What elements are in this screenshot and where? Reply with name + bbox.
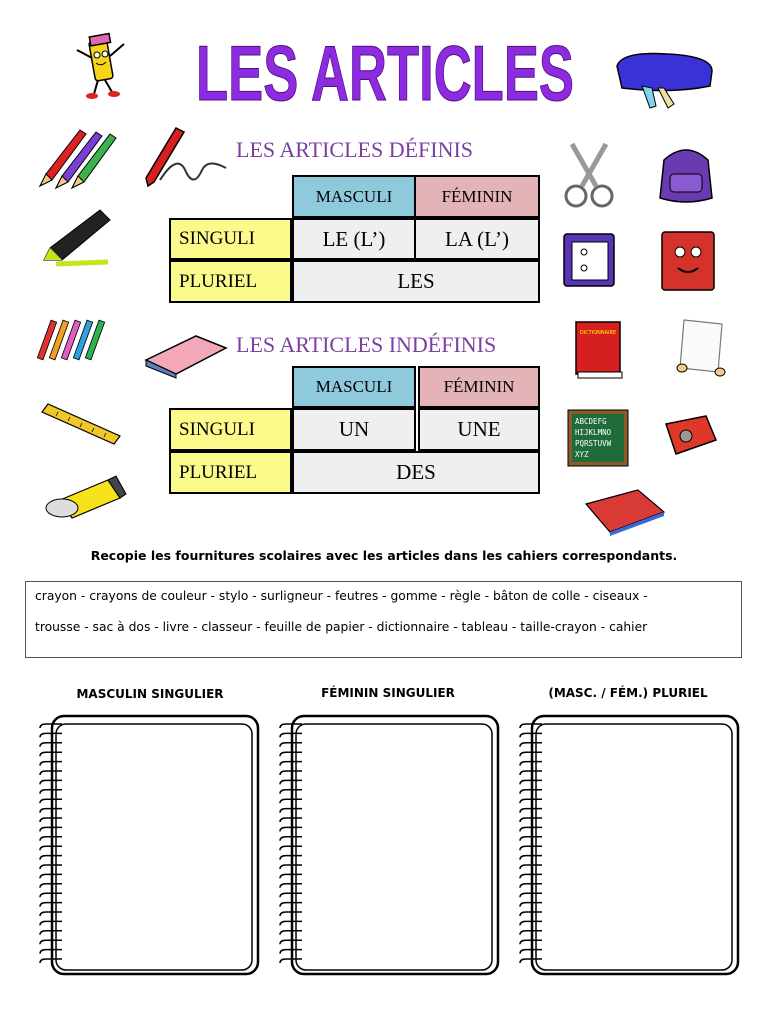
indefinite-row-singular: SINGULI [169, 408, 292, 451]
definite-singular-masculine: LE (L’) [292, 218, 416, 260]
definite-row-singular: SINGULI [169, 218, 292, 260]
exercise-instruction: Recopie les fournitures scolaires avec les articles dans les cahiers correspondants. [90, 548, 678, 563]
definite-plural: LES [292, 260, 540, 303]
definite-articles-heading: LES ARTICLES DÉFINIS [236, 137, 474, 162]
eraser-icon [142, 330, 230, 380]
backpack-icon [650, 140, 722, 206]
word-list-box [25, 581, 742, 658]
definite-singular-feminine: LA (L’) [414, 218, 540, 260]
indefinite-header-masculine: MASCULI [292, 366, 416, 408]
page-title-text: LES ARTICLES [196, 29, 574, 117]
word-list-line-2: trousse - sac à dos - livre - classeur - feuille de papier - dictionnaire - tableau - taille-crayon - cahier [35, 620, 648, 634]
glue-stick-icon [42, 474, 126, 520]
felt-markers-icon [36, 314, 112, 364]
indefinite-header-feminine: FÉMININ [418, 366, 540, 408]
indefinite-singular-feminine: UNE [418, 408, 540, 451]
indefinite-row-plural: PLURIEL [169, 451, 292, 494]
blackboard-line-2: HIJKLMNO [575, 428, 612, 437]
scissors-icon [560, 140, 618, 210]
definite-header-feminine: FÉMININ [414, 175, 540, 218]
page-title [190, 29, 580, 117]
highlighter-icon [36, 204, 116, 270]
paper-sheet-icon [676, 316, 728, 378]
notebook-plural[interactable] [518, 714, 742, 980]
indefinite-singular-masculine: UN [292, 408, 416, 451]
notebook-feminine-singular[interactable] [278, 714, 502, 980]
indefinite-plural: DES [292, 451, 540, 494]
spiral-notebook-icon [580, 486, 668, 536]
sharpener-icon [660, 410, 720, 460]
blackboard-line-3: PQRSTUVW [575, 439, 612, 448]
ruler-icon [38, 402, 122, 448]
notebook-masculine-singular[interactable] [38, 714, 262, 980]
definite-row-plural: PLURIEL [169, 260, 292, 303]
notebook-label-masculine-singular: MASCULIN SINGULIER [76, 687, 224, 701]
word-list-line-1: crayon - crayons de couleur - stylo - surligneur - feutres - gomme - règle - bâton de colle - ciseaux - [35, 589, 648, 603]
binder-icon [558, 228, 622, 292]
notebook-label-plural: (MASC. / FÉM.) PLURIEL [548, 686, 708, 700]
blackboard-line-1: ABCDEFG [575, 417, 607, 426]
pencil-mascot-icon [72, 30, 132, 102]
pencil-case-icon [612, 46, 718, 112]
blackboard-line-4: XYZ [575, 450, 589, 459]
book-icon [656, 226, 722, 294]
colored-pencils-icon [30, 122, 118, 192]
definite-header-masculine: MASCULI [292, 175, 416, 218]
dictionary-cover-text: DICTIONNAIRE [579, 330, 617, 336]
dictionary-icon [570, 318, 628, 380]
blackboard-icon [566, 408, 630, 468]
indefinite-articles-heading: LES ARTICLES INDÉFINIS [236, 332, 497, 357]
pen-icon [138, 122, 230, 192]
notebook-label-feminine-singular: FÉMININ SINGULIER [321, 686, 455, 700]
